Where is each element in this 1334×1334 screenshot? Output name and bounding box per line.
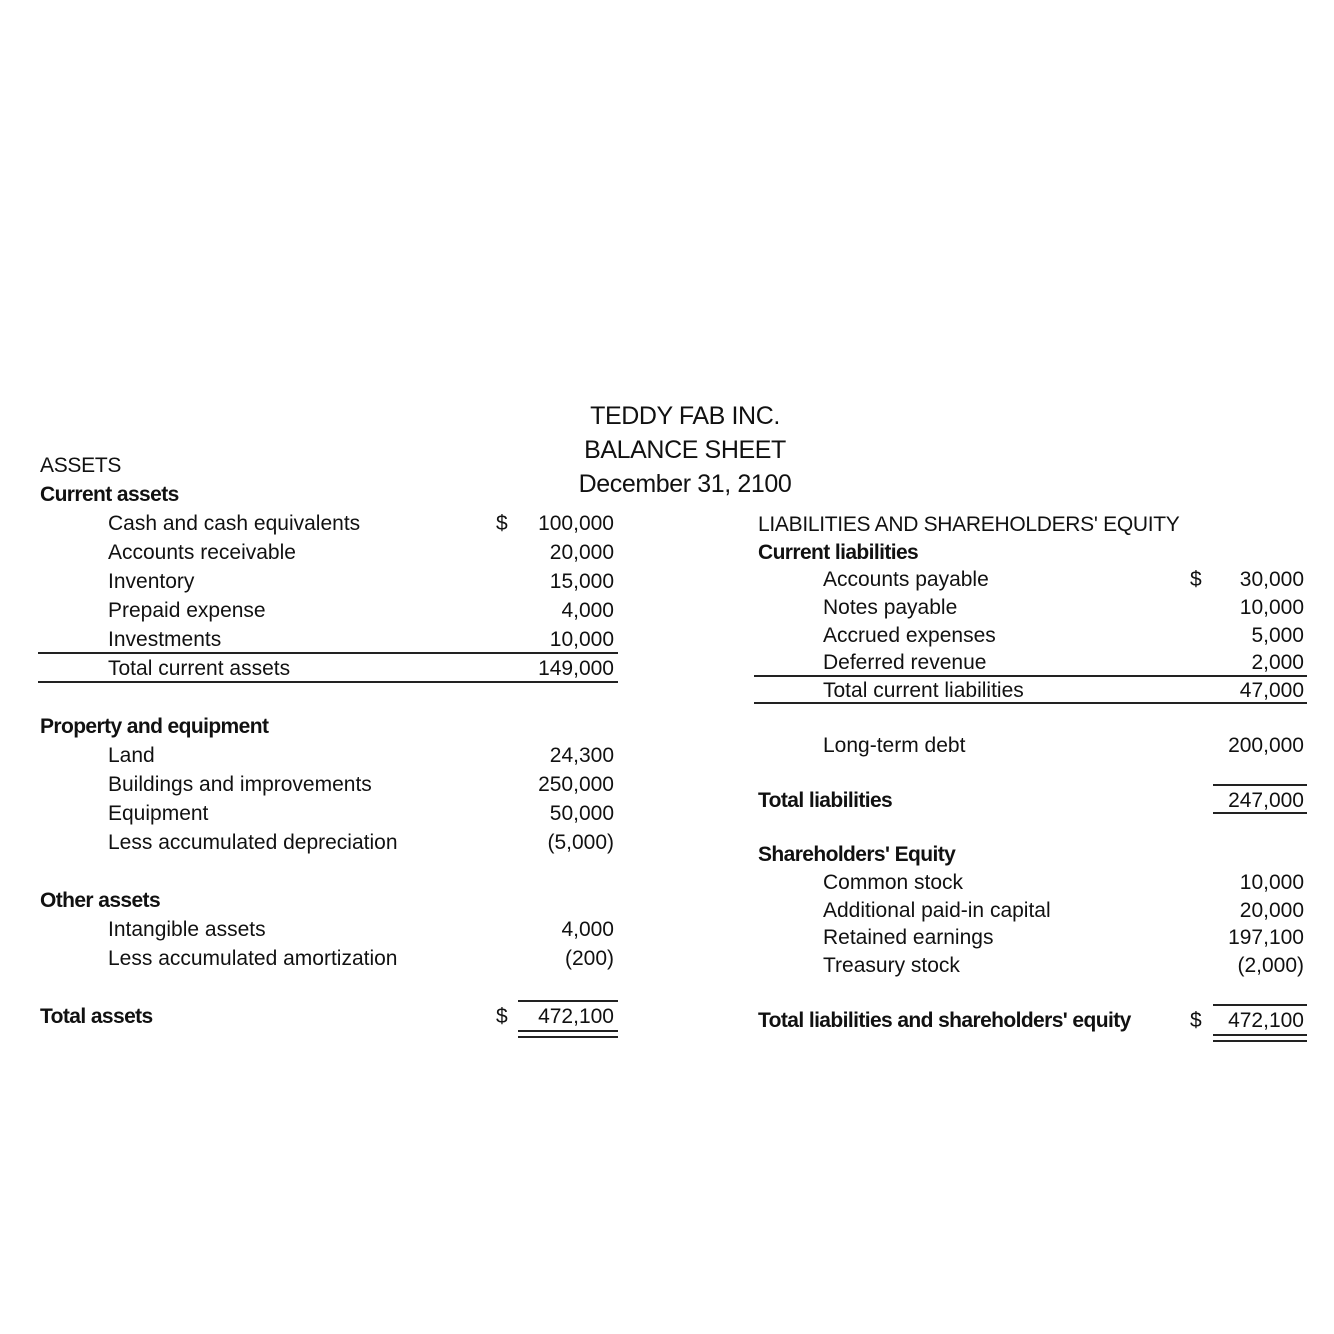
double-underline [1213, 1034, 1307, 1036]
liabilities-heading: LIABILITIES AND SHAREHOLDERS' EQUITY [758, 513, 1180, 536]
divider [1213, 812, 1307, 814]
total-current-assets-label: Total current assets [108, 657, 291, 680]
liability-value: 5,000 [1251, 624, 1304, 647]
asset-label: Less accumulated amortization [108, 947, 398, 970]
double-underline [1213, 1040, 1307, 1042]
asset-label: Inventory [108, 570, 195, 593]
liability-label: Accrued expenses [823, 624, 996, 647]
equity-value: 10,000 [1239, 871, 1304, 894]
asset-label: Cash and cash equivalents [108, 512, 361, 535]
long-term-debt-value: 200,000 [1228, 734, 1304, 757]
equity-label: Treasury stock [823, 954, 960, 977]
asset-label: Prepaid expense [108, 599, 266, 622]
currency-symbol: $ [1190, 1009, 1202, 1032]
liability-value: 2,000 [1251, 651, 1304, 674]
asset-value: 4,000 [561, 599, 614, 622]
double-underline [518, 1036, 618, 1038]
asset-value: (200) [564, 947, 614, 970]
equity-label: Retained earnings [823, 926, 994, 949]
current-liabilities-heading: Current liabilities [758, 541, 919, 564]
divider [38, 652, 618, 654]
asset-value: 50,000 [549, 802, 614, 825]
total-current-assets-value: 149,000 [538, 657, 614, 680]
asset-value: 10,000 [549, 628, 614, 651]
assets-heading: ASSETS [40, 454, 122, 477]
asset-label: Buildings and improvements [108, 773, 372, 796]
divider [754, 675, 1307, 677]
total-liabilities-value: 247,000 [1228, 789, 1304, 812]
total-current-liabilities-label: Total current liabilities [823, 679, 1024, 702]
divider [754, 702, 1307, 704]
asset-label: Less accumulated depreciation [108, 831, 398, 854]
company-name: TEDDY FAB INC. [590, 402, 780, 430]
long-term-debt-label: Long-term debt [823, 734, 966, 757]
total-current-liabilities-value: 47,000 [1239, 679, 1304, 702]
liability-label: Notes payable [823, 596, 958, 619]
equity-value: 197,100 [1228, 926, 1304, 949]
current-assets-heading: Current assets [40, 483, 179, 506]
asset-label: Land [108, 744, 155, 767]
total-liabilities-equity-value: 472,100 [1228, 1009, 1304, 1032]
equity-value: (2,000) [1237, 954, 1304, 977]
currency-symbol: $ [1190, 568, 1202, 591]
liability-label: Deferred revenue [823, 651, 987, 674]
total-assets-value: 472,100 [538, 1005, 614, 1028]
liability-value: 10,000 [1239, 596, 1304, 619]
divider [518, 1000, 618, 1002]
total-assets-label: Total assets [40, 1005, 153, 1028]
statement-date: December 31, 2100 [578, 470, 792, 498]
divider [1213, 784, 1307, 786]
statement-title: BALANCE SHEET [584, 436, 786, 464]
total-liabilities-equity-label: Total liabilities and shareholders' equity [758, 1009, 1131, 1032]
asset-value: 15,000 [549, 570, 614, 593]
currency-symbol: $ [496, 512, 508, 535]
asset-value: 4,000 [561, 918, 614, 941]
equity-label: Common stock [823, 871, 964, 894]
asset-value: 20,000 [549, 541, 614, 564]
asset-label: Investments [108, 628, 222, 651]
liability-value: 30,000 [1239, 568, 1304, 591]
equity-heading: Shareholders' Equity [758, 843, 956, 866]
other-assets-heading: Other assets [40, 889, 161, 912]
asset-label: Equipment [108, 802, 209, 825]
asset-value: 100,000 [538, 512, 614, 535]
asset-value: 250,000 [538, 773, 614, 796]
equity-label: Additional paid-in capital [823, 899, 1051, 922]
asset-label: Accounts receivable [108, 541, 296, 564]
property-heading: Property and equipment [40, 715, 269, 738]
asset-value: 24,300 [549, 744, 614, 767]
asset-label: Intangible assets [108, 918, 266, 941]
double-underline [518, 1030, 618, 1032]
liability-label: Accounts payable [823, 568, 989, 591]
asset-value: (5,000) [547, 831, 614, 854]
divider [1213, 1004, 1307, 1006]
total-liabilities-label: Total liabilities [758, 789, 893, 812]
divider [38, 681, 618, 683]
equity-value: 20,000 [1239, 899, 1304, 922]
currency-symbol: $ [496, 1005, 508, 1028]
